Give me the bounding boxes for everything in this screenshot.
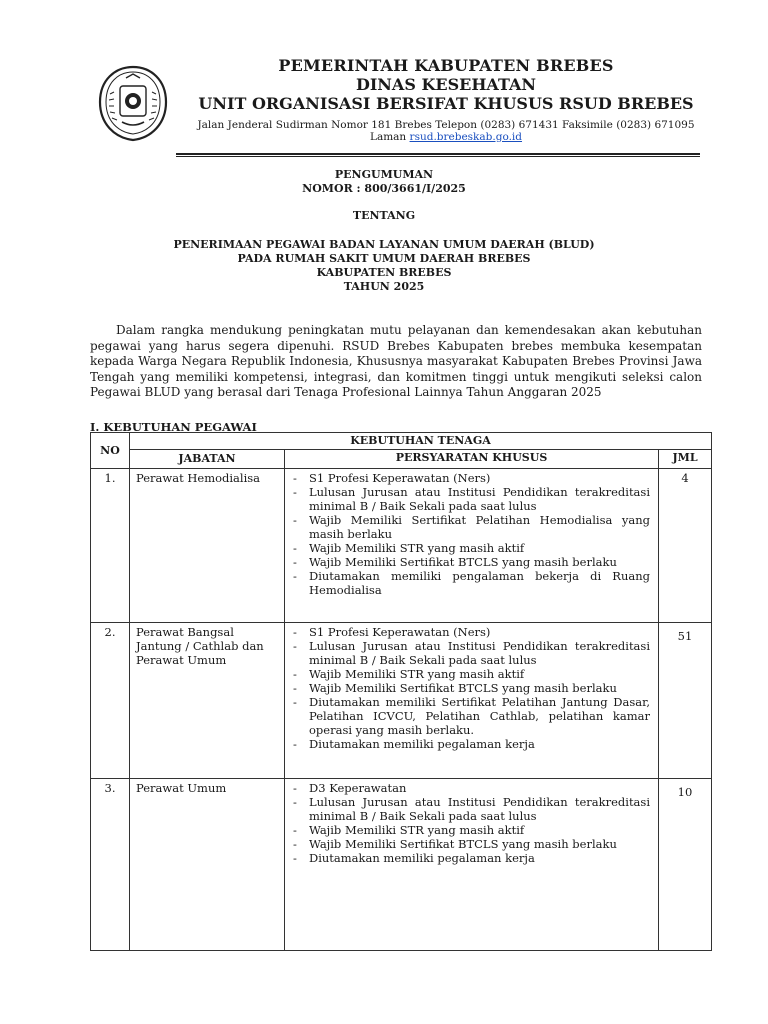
letterhead-website — [176, 131, 716, 143]
letterhead-government: PEMERINTAH KABUPATEN BREBES — [278, 56, 614, 75]
row-number: 1. — [91, 469, 130, 623]
row-requirements — [285, 779, 659, 951]
announcement-title: PENGUMUMAN — [334, 168, 434, 181]
row-jabatan: Perawat Hemodialisa — [130, 469, 285, 623]
announcement-subject — [0, 238, 768, 294]
letterhead-address: Jalan Jenderal Sudirman Nomor 181 Brebes Telepon (0283) 671431 Faksimile (0283) 671095 — [197, 119, 695, 131]
letterhead-divider-thin — [176, 156, 700, 157]
table-row — [91, 469, 712, 623]
header-persyaratan: PERSYARATAN KHUSUS — [285, 450, 659, 469]
requirement-item: - Lulusan Jurusan atau Institusi Pendidikan terakreditasi minimal B / Baik Sekali pada saat lulus — [293, 795, 650, 823]
header-group: KEBUTUHAN TENAGA — [130, 433, 712, 450]
section-title: I. KEBUTUHAN PEGAWAI — [90, 420, 257, 434]
row-requirements — [285, 469, 659, 623]
announcement-number: NOMOR : 800/3661/I/2025 — [302, 182, 466, 195]
header-no: NO — [91, 433, 130, 469]
requirement-item: - Diutamakan memiliki pegalaman kerja — [293, 851, 650, 865]
requirement-item: - Diutamakan memiliki pegalaman kerja — [293, 737, 650, 751]
requirement-item: - D3 Keperawatan — [293, 781, 650, 795]
requirement-item: - Wajib Memiliki STR yang masih aktif — [293, 823, 650, 837]
table-body — [91, 469, 712, 951]
requirement-item: - Diutamakan memiliki Sertifikat Pelatihan Jantung Dasar, Pelatihan ICVCU, Pelatihan Cathlab, pelatihan kamar operasi yang masih berlaku. — [293, 695, 650, 737]
subject-line: PADA RUMAH SAKIT UMUM DAERAH BREBES — [237, 252, 531, 265]
staffing-needs-table — [90, 432, 712, 951]
table-row — [91, 779, 712, 951]
announcement-heading — [0, 168, 768, 196]
row-jabatan: Perawat Umum — [130, 779, 285, 951]
announcement-about: TENTANG — [352, 209, 416, 222]
brebes-regency-emblem-icon — [96, 64, 170, 142]
requirement-item: - Wajib Memiliki Sertifikat BTCLS yang masih berlaku — [293, 555, 650, 569]
row-count: 51 — [659, 623, 712, 779]
row-jabatan: Perawat Bangsal Jantung / Cathlab dan Perawat Umum — [130, 623, 285, 779]
row-count: 4 — [659, 469, 712, 623]
table-subheader-row — [91, 450, 712, 469]
table-header-row — [91, 433, 712, 450]
requirement-item: - Lulusan Jurusan atau Institusi Pendidikan terakreditasi minimal B / Baik Sekali pada saat lulus — [293, 485, 650, 513]
row-requirements — [285, 623, 659, 779]
subject-line: TAHUN 2025 — [343, 280, 425, 293]
letterhead-agency: DINAS KESEHATAN — [355, 75, 537, 94]
requirement-item: - Wajib Memiliki STR yang masih aktif — [293, 541, 650, 555]
requirement-item: - S1 Profesi Keperawatan (Ners) — [293, 625, 650, 639]
requirement-item: - Diutamakan memiliki pengalaman bekerja di Ruang Hemodialisa — [293, 569, 650, 597]
requirement-item: - Wajib Memiliki Sertifikat BTCLS yang masih berlaku — [293, 681, 650, 695]
requirement-item: - Lulusan Jurusan atau Institusi Pendidikan terakreditasi minimal B / Baik Sekali pada saat lulus — [293, 639, 650, 667]
website-link[interactable]: rsud.brebeskab.go.id — [409, 131, 523, 143]
requirement-item: - Wajib Memiliki Sertifikat Pelatihan Hemodialisa yang masih berlaku — [293, 513, 650, 541]
header-jml: JML — [659, 450, 712, 469]
row-number: 2. — [91, 623, 130, 779]
letterhead-unit: UNIT ORGANISASI BERSIFAT KHUSUS RSUD BREBES — [198, 94, 694, 113]
header-jabatan: JABATAN — [130, 450, 285, 469]
letterhead — [176, 56, 716, 143]
table-row — [91, 623, 712, 779]
subject-line: KABUPATEN BREBES — [316, 266, 452, 279]
row-count: 10 — [659, 779, 712, 951]
intro-paragraph: Dalam rangka mendukung peningkatan mutu pelayanan dan kemendesakan akan kebutuhan pegawai yang harus segera dipenuhi. RSUD Brebes Kabupaten brebes membuka kesempatan kepada Warga Negara Republik Indonesia, Khususnya masyarakat Kabupaten Brebes Provinsi Jawa Tengah yang memiliki kompetensi, integrasi, dan komitmen tinggi untuk mengikuti seleksi calon Pegawai BLUD yang berasal dari Tenaga Profesional Lainnya Tahun Anggaran 2025 — [90, 323, 702, 399]
row-number: 3. — [91, 779, 130, 951]
subject-line: PENERIMAAN PEGAWAI BADAN LAYANAN UMUM DAERAH (BLUD) — [173, 238, 595, 251]
requirement-item: - S1 Profesi Keperawatan (Ners) — [293, 471, 650, 485]
letterhead-divider — [176, 153, 700, 155]
requirement-item: - Wajib Memiliki STR yang masih aktif — [293, 667, 650, 681]
website-prefix: Laman — [369, 131, 410, 143]
requirement-item: - Wajib Memiliki Sertifikat BTCLS yang masih berlaku — [293, 837, 650, 851]
